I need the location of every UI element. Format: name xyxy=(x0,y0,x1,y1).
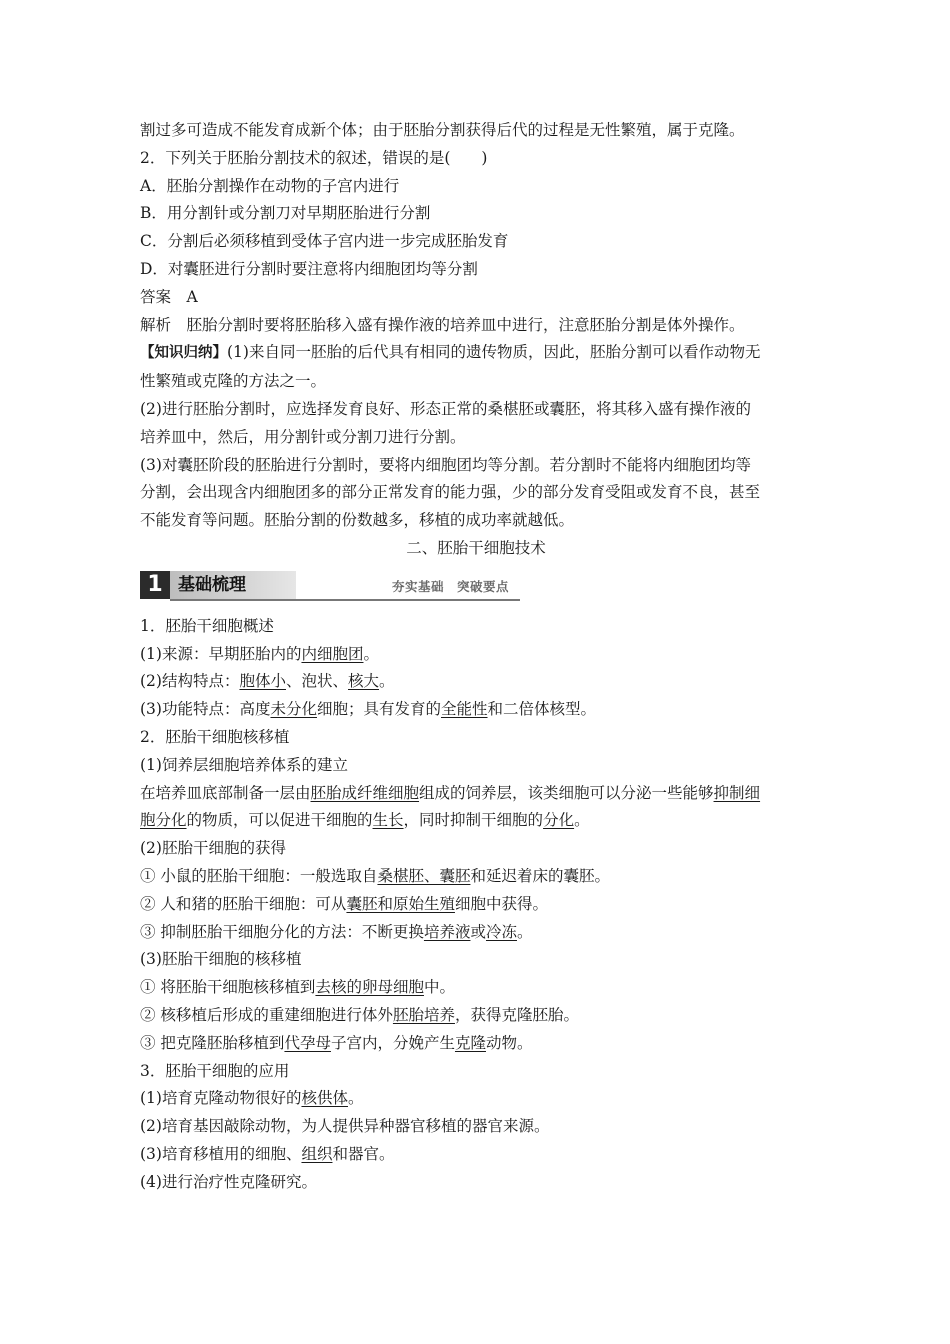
analysis: 解析 胚胎分割时要将胚胎移入盛有操作液的培养皿中进行，注意胚胎分割是体外操作。 xyxy=(140,315,745,334)
knowledge-p1-cont: 性繁殖或克隆的方法之一。 xyxy=(140,372,327,391)
banner-subtitle: 夯实基础 突破要点 xyxy=(392,578,510,594)
knowledge-tag: 【知识归纳】 xyxy=(140,345,227,362)
knowledge-p1: 【知识归纳】(1)来自同一胚胎的后代具有相同的遗传物质，因此，胚胎分割可以看作动物无 xyxy=(140,343,761,362)
document-page xyxy=(140,117,812,1196)
option-a: A．胚胎分割操作在动物的子宫内进行 xyxy=(140,176,400,195)
knowledge-p3-cont: 分割，会出现含内细胞团多的部分正常发育的能力强，少的部分发育受阻或发育不良，甚至 xyxy=(140,483,761,502)
app-2: (2)培育基因敲除动物，为人提供异种器官移植的器官来源。 xyxy=(140,1117,550,1136)
sub-obtain: (2)胚胎干细胞的获得 xyxy=(140,839,286,858)
transfer-2: ② 核移植后形成的重建细胞进行体外胚胎培养，获得克隆胚胎。 xyxy=(140,1005,579,1024)
answer: 答案 A xyxy=(140,287,198,306)
banner-rule xyxy=(170,599,520,601)
transfer-3: ③ 把克隆胚胎移植到代孕母子宫内，分娩产生克隆动物。 xyxy=(140,1033,533,1052)
item-structure: (2)结构特点：胞体小、泡状、核大。 xyxy=(140,672,395,691)
question-stem: 2．下列关于胚胎分割技术的叙述，错误的是( ) xyxy=(140,148,488,167)
app-1: (1)培育克隆动物很好的核供体。 xyxy=(140,1089,364,1108)
continuation-text: 割过多可造成不能发育成新个体；由于胚胎分割获得后代的过程是无性繁殖，属于克隆。 xyxy=(140,121,745,139)
app-3: (3)培育移植用的细胞、组织和器官。 xyxy=(140,1144,395,1163)
knowledge-p3: (3)对囊胚阶段的胚胎进行分割时，要将内细胞团均等分割。若分割时不能将内细胞团均等 xyxy=(140,455,751,474)
option-c: C．分割后必须移植到受体子宫内进一步完成胚胎发育 xyxy=(140,232,509,251)
item-function: (3)功能特点：高度未分化细胞；具有发育的全能性和二倍体核型。 xyxy=(140,700,597,719)
banner-number: 1 xyxy=(140,571,170,599)
knowledge-p2-cont: 培养皿中，然后，用分割针或分割刀进行分割。 xyxy=(140,427,466,446)
option-d: D．对囊胚进行分割时要注意将内细胞团均等分割 xyxy=(140,259,478,278)
obtain-1: ① 小鼠的胚胎干细胞：一般选取自桑椹胚、囊胚和延迟着床的囊胚。 xyxy=(140,866,610,885)
sub-feeder: (1)饲养层细胞培养体系的建立 xyxy=(140,755,348,774)
heading-3: 3．胚胎干细胞的应用 xyxy=(140,1061,290,1080)
banner-title: 基础梳理 xyxy=(170,571,296,599)
section-banner xyxy=(140,569,812,603)
obtain-2: ② 人和猪的胚胎干细胞：可从囊胚和原始生殖细胞中获得。 xyxy=(140,894,548,913)
knowledge-p2: (2)进行胚胎分割时，应选择发育良好、形态正常的桑椹胚或囊胚，将其移入盛有操作液的 xyxy=(140,399,751,418)
option-b: B．用分割针或分割刀对早期胚胎进行分割 xyxy=(140,204,431,223)
knowledge-p3-end: 不能发育等问题。胚胎分割的份数越多，移植的成功率就越低。 xyxy=(140,511,575,530)
item-source: (1)来源：早期胚胎内的内细胞团。 xyxy=(140,644,379,663)
heading-2: 2．胚胎干细胞核移植 xyxy=(140,727,290,746)
heading-1: 1．胚胎干细胞概述 xyxy=(140,616,274,635)
app-4: (4)进行治疗性克隆研究。 xyxy=(140,1172,317,1191)
obtain-3: ③ 抑制胚胎干细胞分化的方法：不断更换培养液或冷冻。 xyxy=(140,922,533,941)
feeder-text-2: 胞分化的物质，可以促进干细胞的生长，同时抑制干细胞的分化。 xyxy=(140,811,590,830)
transfer-1: ① 将胚胎干细胞核移植到去核的卵母细胞中。 xyxy=(140,978,455,997)
section-heading: 二、胚胎干细胞技术 xyxy=(406,538,546,557)
feeder-text-1: 在培养皿底部制备一层由胚胎成纤维细胞组成的饲养层，该类细胞可以分泌一些能够抑制细 xyxy=(140,783,761,802)
sub-transfer: (3)胚胎干细胞的核移植 xyxy=(140,950,302,969)
